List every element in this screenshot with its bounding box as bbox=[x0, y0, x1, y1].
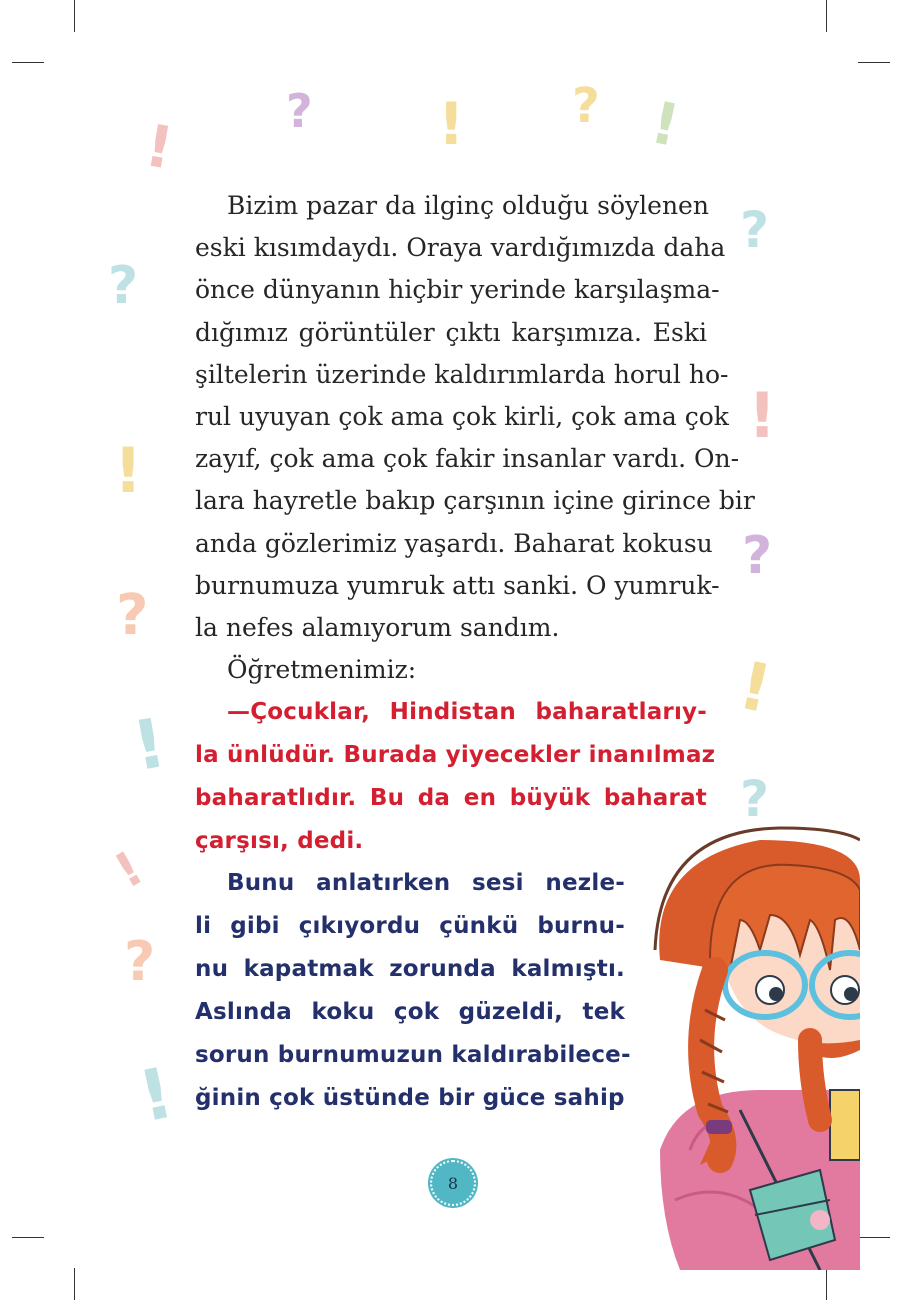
narration-line: sorun burnumuzun kaldırabilece- bbox=[195, 1042, 631, 1068]
paragraph-line: anda gözlerimiz yaşardı. Baharat kokusu bbox=[195, 528, 713, 558]
narration-line: Bunu anlatırken sesi nezle- bbox=[227, 870, 625, 896]
paragraph-line: önce dünyanın hiçbir yerinde karşılaşma- bbox=[195, 275, 720, 305]
exclamation-mark-decoration: ! bbox=[114, 434, 143, 507]
girl-illustration bbox=[620, 820, 860, 1270]
exclamation-mark-decoration: ! bbox=[105, 840, 153, 900]
narration-line: nu kapatmak zorunda kalmıştı. bbox=[195, 956, 625, 982]
teacher-speech-line: la ünlüdür. Burada yiyecekler inanılmaz bbox=[195, 742, 716, 769]
question-mark-decoration: ? bbox=[116, 583, 149, 648]
narration-text bbox=[195, 862, 631, 1120]
exclamation-mark-decoration: ! bbox=[438, 90, 465, 158]
question-mark-decoration: ? bbox=[108, 256, 139, 316]
question-mark-decoration: ? bbox=[742, 526, 773, 586]
exclamation-mark-decoration: ! bbox=[131, 1051, 181, 1139]
narration-line: li gibi çıkıyordu çünkü burnu- bbox=[195, 913, 625, 939]
crop-mark bbox=[12, 1237, 44, 1238]
paragraph-line: la nefes alamıyorum sandım. bbox=[195, 612, 560, 642]
narration-line: ğinin çok üstünde bir güce sahip bbox=[195, 1085, 625, 1111]
question-mark-decoration: ? bbox=[572, 78, 600, 134]
exclamation-mark-decoration: ! bbox=[140, 111, 179, 183]
crop-mark bbox=[858, 62, 890, 63]
paragraph-line: şiltelerin üzerinde kaldırımlarda horul ho- bbox=[195, 359, 729, 389]
question-mark-decoration: ? bbox=[740, 770, 770, 828]
story-text bbox=[195, 185, 755, 863]
crop-mark bbox=[74, 1268, 75, 1300]
exclamation-mark-decoration: ! bbox=[732, 646, 778, 729]
teacher-speech-line: çarşısı, dedi. bbox=[195, 828, 364, 855]
crop-mark bbox=[12, 62, 44, 63]
question-mark-decoration: ? bbox=[286, 84, 313, 138]
teacher-speech-line: —Çocuklar, Hindistan baharatlarıy- bbox=[227, 699, 707, 726]
paragraph-line: rul uyuyan çok ama çok kirli, çok ama çok bbox=[195, 401, 729, 431]
speaker-intro: Öğretmenimiz: bbox=[227, 655, 417, 685]
paragraph-line: lara hayretle bakıp çarşının içine girince bir bbox=[195, 486, 755, 516]
exclamation-mark-decoration: ! bbox=[645, 87, 686, 161]
question-mark-decoration: ? bbox=[124, 930, 156, 993]
paragraph-line: burnumuza yumruk attı sanki. O yumruk- bbox=[195, 570, 720, 600]
crop-mark bbox=[826, 1268, 827, 1300]
crop-mark bbox=[858, 1237, 890, 1238]
paragraph-line: eski kısımdaydı. Oraya vardığımızda daha bbox=[195, 233, 726, 263]
narration-line: Aslında koku çok güzeldi, tek bbox=[195, 999, 625, 1025]
exclamation-mark-decoration: ! bbox=[127, 703, 172, 788]
page-number-badge bbox=[430, 1160, 476, 1206]
exclamation-mark-decoration: ! bbox=[748, 379, 777, 452]
paragraph-line: Bizim pazar da ilginç olduğu söylenen bbox=[227, 191, 709, 220]
page-number: 8 bbox=[447, 1173, 459, 1193]
crop-mark bbox=[826, 0, 827, 32]
question-mark-decoration: ? bbox=[740, 201, 770, 259]
crop-mark bbox=[74, 0, 75, 32]
paragraph-line: dığımız görüntüler çıktı karşımıza. Eski bbox=[195, 317, 707, 347]
teacher-speech-line: baharatlıdır. Bu da en büyük baharat bbox=[195, 785, 707, 812]
paragraph-line: zayıf, çok ama çok fakir insanlar vardı. On- bbox=[195, 444, 740, 474]
